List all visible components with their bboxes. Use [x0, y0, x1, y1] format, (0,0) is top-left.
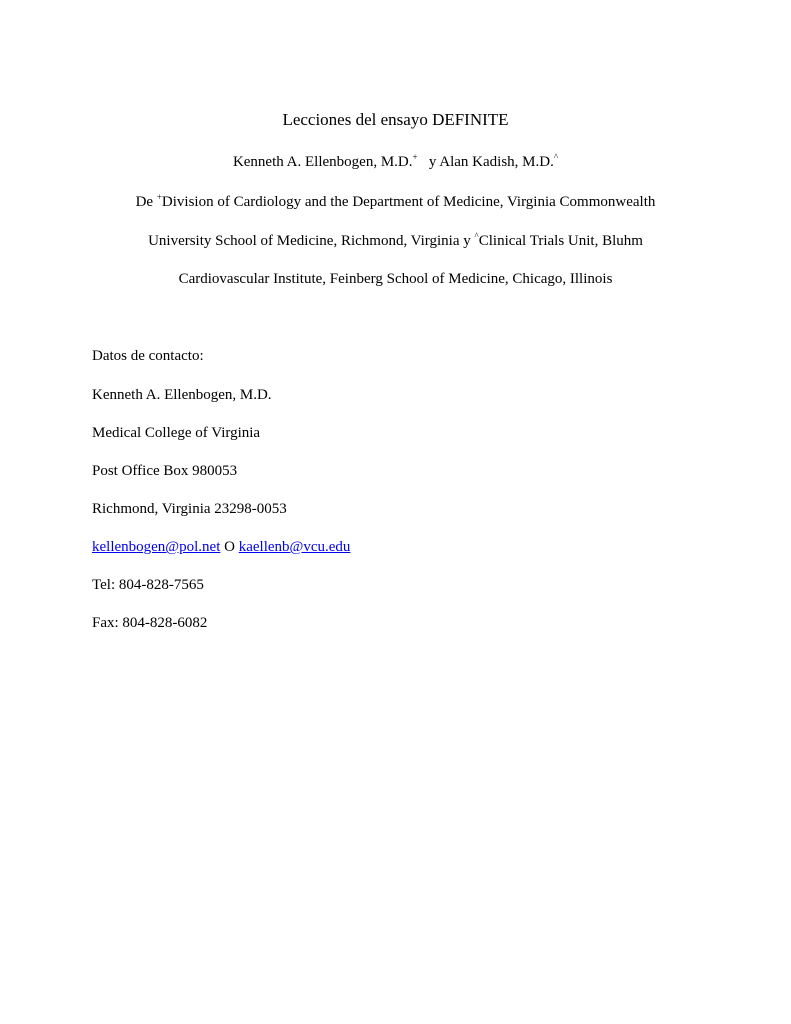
contact-tel: Tel: 804-828-7565	[92, 577, 204, 593]
contact-city-state-zip: Richmond, Virginia 23298-0053	[92, 501, 287, 517]
contact-heading: Datos de contacto:	[92, 348, 204, 364]
affiliation-text-2: University School of Medicine, Richmond, Virginia y	[148, 233, 471, 249]
author-1-affiliation-mark: +	[412, 152, 418, 162]
document-title: Lecciones del ensayo DEFINITE	[282, 110, 509, 129]
author-line	[0, 152, 791, 172]
author-1-name: Kenneth A. Ellenbogen, M.D.	[232, 154, 413, 170]
contact-po-box: Post Office Box 980053	[92, 463, 238, 479]
affiliation-line-3: Cardiovascular Institute, Feinberg School of Medicine, Chicago, Illinois	[178, 271, 613, 287]
affiliation-line-2	[0, 231, 791, 251]
email-link-2[interactable]: kaellenb@vcu.edu	[238, 539, 351, 555]
affiliation-prefix: De	[135, 194, 154, 210]
affiliation-mark-caret: ^	[474, 231, 479, 241]
affiliation-line-1	[0, 192, 791, 212]
author-2-name: y Alan Kadish, M.D.	[428, 154, 554, 170]
contact-email-line	[92, 537, 350, 557]
contact-fax: Fax: 804-828-6082	[92, 615, 208, 631]
affiliation-text-2b: Clinical Trials Unit, Bluhm	[478, 233, 643, 249]
affiliation-mark-plus: +	[156, 192, 162, 202]
contact-institution: Medical College of Virginia	[92, 425, 261, 441]
email-separator: O	[224, 539, 235, 555]
contact-name: Kenneth A. Ellenbogen, M.D.	[92, 387, 272, 403]
author-2-affiliation-mark: ^	[553, 152, 559, 162]
affiliation-text-1: Division of Cardiology and the Department of Medicine, Virginia Commonwealth	[161, 194, 656, 210]
email-link-1[interactable]: kellenbogen@pol.net	[92, 539, 221, 555]
